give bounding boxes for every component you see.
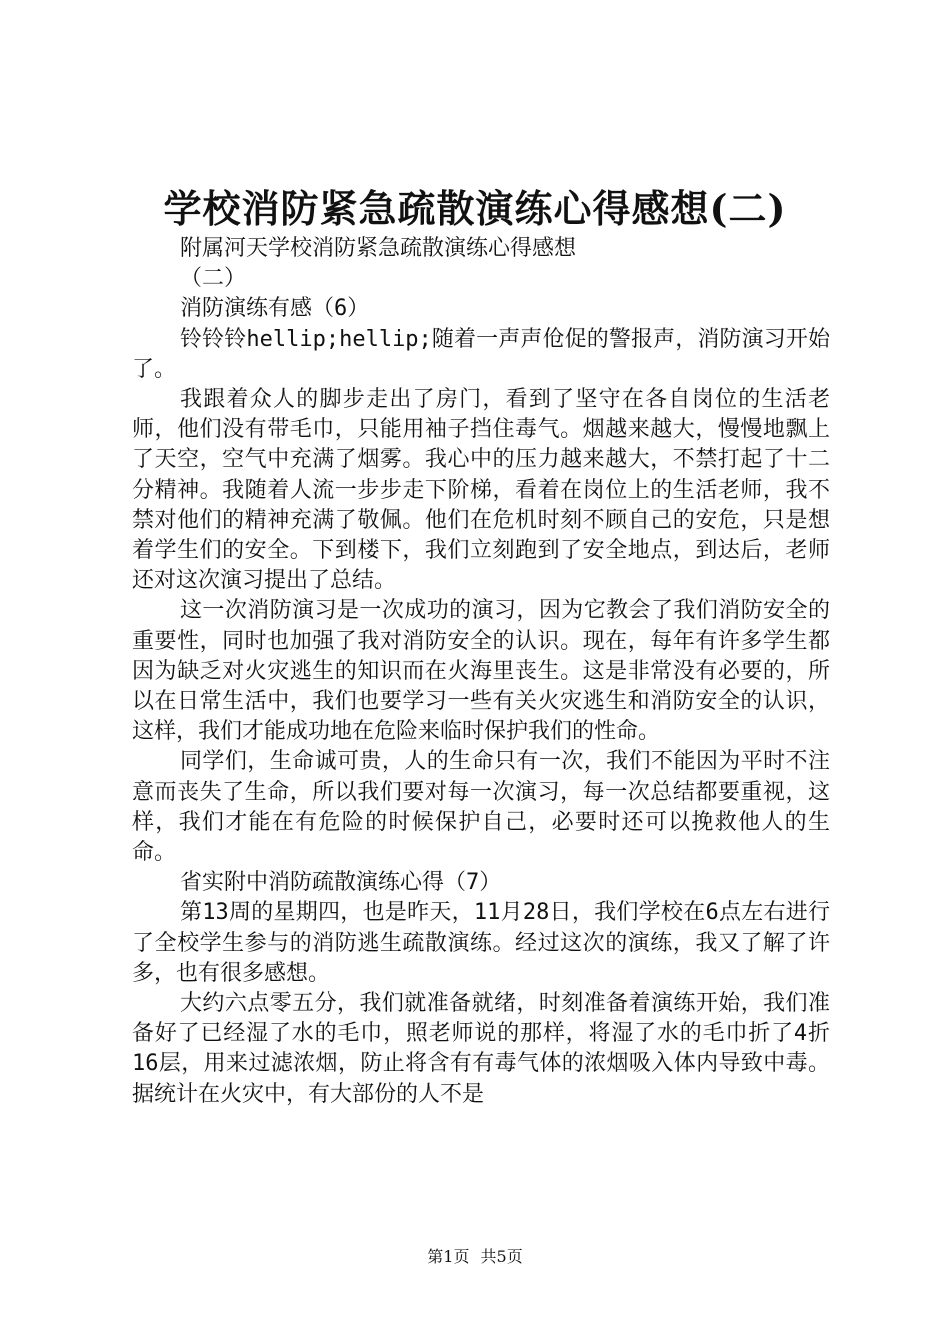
page-footer [0,1244,950,1267]
page-number: 第1页 [427,1247,470,1266]
page-total: 共5页 [480,1247,523,1266]
paragraph: 消防演练有感（6） [180,296,370,322]
paragraph: 附属河天学校消防紧急疏散演练心得感想 [180,236,577,261]
paragraph: 第13周的星期四，也是昨天，11月28日，我们学校在6点左右进行了全校学生参与的消防逃生疏散演练。经过这次的演练，我又了解了许多，也有很多感想。 [132,900,830,986]
paragraph: （二） [180,266,247,292]
paragraph: 省实附中消防疏散演练心得（7） [180,870,502,896]
paragraph: 同学们，生命诚可贵，人的生命只有一次，我们不能因为平时不注意而丧失了生命，所以我们要对每一次演习，每一次总结都要重视，这样，我们才能在有危险的时候保护自己，必要时还可以挽救他人的生命。 [132,749,830,866]
paragraph: 这一次消防演习是一次成功的演习，因为它教会了我们消防安全的重要性，同时也加强了我对消防安全的认识。现在，每年有许多学生都因为缺乏对火灾逃生的知识而在火海里丧生。这是非常没有必要的，所以在日常生活中，我们也要学习一些有关火灾逃生和消防安全的认识，这样，我们才能成功地在危险来临时保护我们的性命。 [132,598,830,745]
document-body [132,234,830,1110]
paragraph: 铃铃铃hellip;hellip;随着一声声伧促的警报声，消防演习开始了。 [132,326,830,382]
paragraph: 我跟着众人的脚步走出了房门，看到了坚守在各自岗位的生活老师，他们没有带毛巾，只能用袖子挡住毒气。烟越来越大，慢慢地飘上了天空，空气中充满了烟雾。我心中的压力越来越大，不禁打起了十二分精神。我随着人流一步步走下阶梯，看着在岗位上的生活老师，我不禁对他们的精神充满了敬佩。他们在危机时刻不顾自己的安危，只是想着学生们的安全。下到楼下，我们立刻跑到了安全地点，到达后，老师还对这次演习提出了总结。 [132,387,830,594]
paragraph: 大约六点零五分，我们就准备就绪，时刻准备着演练开始，我们准备好了已经湿了水的毛巾，照老师说的那样，将湿了水的毛巾折了4折16层，用来过滤浓烟，防止将含有有毒气体的浓烟吸入体内导致中毒。据统计在火灾中，有大部份的人不是 [132,991,830,1107]
document-title: 学校消防紧急疏散演练心得感想(二) [163,186,787,231]
